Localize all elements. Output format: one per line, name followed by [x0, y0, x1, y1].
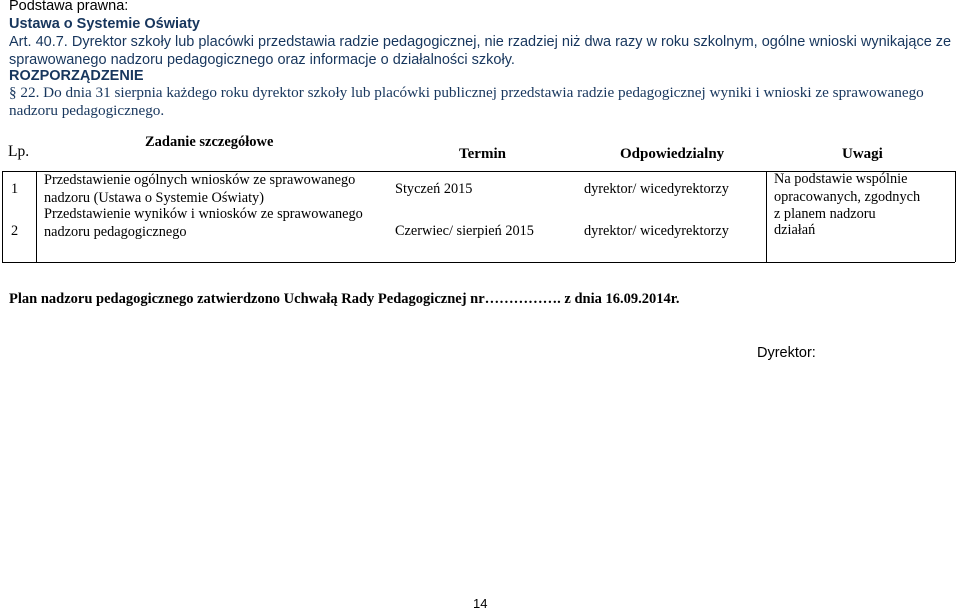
- header-responsible: Odpowiedzialny: [620, 146, 725, 162]
- header-notes: Uwagi: [842, 146, 883, 162]
- notes-line: Na podstawie wspólnie: [774, 171, 908, 187]
- notes-line: działań: [774, 222, 816, 238]
- table-border: [955, 171, 956, 262]
- row-number: 1: [11, 181, 19, 197]
- table-border: [2, 171, 3, 262]
- legal-basis-heading: Podstawa prawna:: [9, 0, 129, 14]
- table-border: [766, 171, 767, 262]
- act-title: Ustawa o Systemie Oświaty: [9, 16, 200, 32]
- approval-statement: Plan nadzoru pedagogicznego zatwierdzono Uchwałą Rady Pedagogicznej nr……………. z dnia 16.09.2014r.: [9, 291, 680, 307]
- paragraph-text-line-1: § 22. Do dnia 31 sierpnia każdego roku dyrektor szkoły lub placówki publicznej przedstawia radzie pedagogicznej wyniki i wnioski ze sprawowanego: [9, 84, 924, 101]
- task-text-line-1: Przedstawienie wyników i wniosków ze sprawowanego: [44, 206, 363, 222]
- article-text-line-2: sprawowanego nadzoru pedagogicznego oraz informacje o działalności szkoły.: [9, 52, 515, 68]
- task-text-line-2: nadzoru (Ustawa o Systemie Oświaty): [44, 190, 264, 206]
- paragraph-text-line-2: nadzoru pedagogicznego.: [9, 102, 165, 119]
- term-cell: Styczeń 2015: [395, 181, 473, 197]
- header-term: Termin: [459, 146, 506, 162]
- term-cell: Czerwiec/ sierpień 2015: [395, 223, 534, 239]
- header-task: Zadanie szczegółowe: [145, 134, 274, 150]
- table-border: [36, 171, 37, 262]
- notes-line: z planem nadzoru: [774, 206, 876, 222]
- row-number: 2: [11, 223, 19, 239]
- notes-line: opracowanych, zgodnych: [774, 189, 921, 205]
- task-text-line-1: Przedstawienie ogólnych wniosków ze sprawowanego: [44, 172, 356, 188]
- responsible-cell: dyrektor/ wicedyrektorzy: [584, 181, 729, 197]
- signature-label: Dyrektor:: [757, 345, 816, 361]
- responsible-cell: dyrektor/ wicedyrektorzy: [584, 223, 729, 239]
- header-lp: Lp.: [8, 143, 30, 160]
- page-number: 14: [473, 596, 488, 611]
- regulation-title: ROZPORZĄDZENIE: [9, 68, 144, 84]
- table-border: [2, 262, 955, 263]
- article-text-line-1: Art. 40.7. Dyrektor szkoły lub placówki przedstawia radzie pedagogicznej, nie rzadziej niż dwa razy w roku szkolnym, ogólne wnioski wynikające ze: [9, 34, 952, 50]
- task-text-line-2: nadzoru pedagogicznego: [44, 224, 187, 240]
